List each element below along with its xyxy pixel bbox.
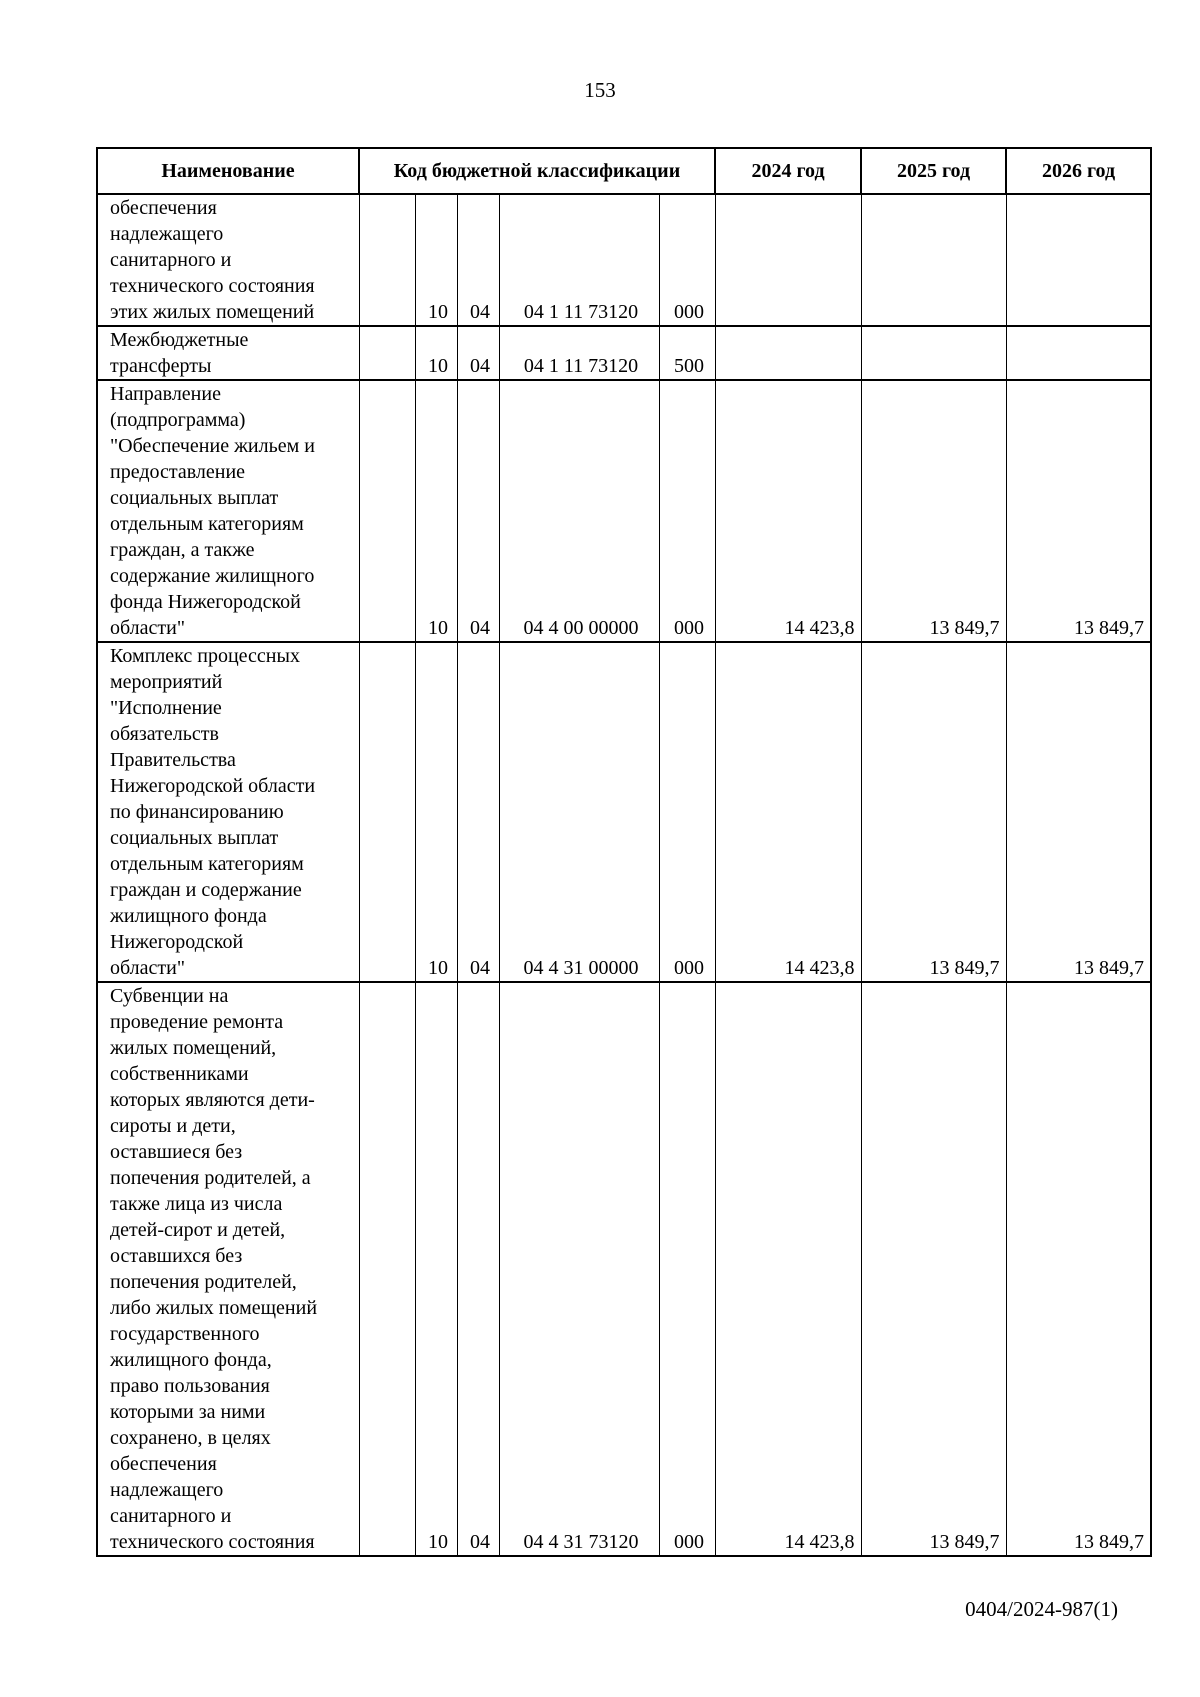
row-name: Комплекс процессных мероприятий "Исполнение обязательств Правительства Нижегородской области по финансированию социальных выплат отдельным категориям граждан и содержание жилищного фонда Нижегородской области" [110, 645, 316, 979]
row-name-cell [97, 194, 359, 326]
table-row [97, 982, 1151, 1556]
row-name: Субвенции на проведение ремонта жилых помещений, собственниками которых являются дети- сироты и дети, оставшиеся без попечения родителей, а также лица из числа детей-сирот и детей, оставшихся без попечения родителей, либо жилых помещений государственного жилищного фонда, право пользования которыми за ними сохранено, в целях обеспечения надлежащего санитарного и технического состояния [110, 985, 318, 1553]
empty-code-cell [359, 982, 415, 1556]
section-code: 10 [415, 326, 457, 380]
value-2026 [1006, 326, 1151, 380]
budget-table [96, 147, 1152, 1557]
table-row [97, 326, 1151, 380]
section-code: 10 [415, 380, 457, 642]
target-item-code: 04 1 11 73120 [499, 326, 659, 380]
value-2025: 13 849,7 [861, 642, 1006, 982]
header-budget-code: Код бюджетной классификации [359, 148, 715, 194]
row-name-cell [97, 326, 359, 380]
document-code: 0404/2024-987(1) [965, 1597, 1118, 1621]
section-code: 10 [415, 194, 457, 326]
value-2024: 14 423,8 [715, 380, 861, 642]
table-row [97, 380, 1151, 642]
header-2025: 2025 год [861, 148, 1006, 194]
table-row [97, 194, 1151, 326]
empty-code-cell [359, 326, 415, 380]
expense-type-code: 500 [659, 326, 715, 380]
subsection-code: 04 [457, 326, 499, 380]
row-name-cell [97, 982, 359, 1556]
empty-code-cell [359, 642, 415, 982]
value-2025: 13 849,7 [861, 982, 1006, 1556]
value-2024: 14 423,8 [715, 642, 861, 982]
subsection-code: 04 [457, 642, 499, 982]
header-2024: 2024 год [715, 148, 861, 194]
row-name-cell [97, 380, 359, 642]
page-number: 153 [584, 78, 616, 102]
target-item-code: 04 1 11 73120 [499, 194, 659, 326]
value-2024 [715, 326, 861, 380]
subsection-code: 04 [457, 194, 499, 326]
section-code: 10 [415, 642, 457, 982]
value-2025 [861, 194, 1006, 326]
table-row [97, 642, 1151, 982]
subsection-code: 04 [457, 982, 499, 1556]
row-name: Межбюджетные трансферты [110, 329, 249, 377]
row-name: обеспечения надлежащего санитарного и технического состояния этих жилых помещений [110, 197, 315, 323]
target-item-code: 04 4 31 00000 [499, 642, 659, 982]
target-item-code: 04 4 00 00000 [499, 380, 659, 642]
header-2026: 2026 год [1006, 148, 1151, 194]
expense-type-code: 000 [659, 194, 715, 326]
value-2024 [715, 194, 861, 326]
expense-type-code: 000 [659, 642, 715, 982]
value-2026: 13 849,7 [1006, 982, 1151, 1556]
value-2026: 13 849,7 [1006, 642, 1151, 982]
header-name: Наименование [97, 148, 359, 194]
value-2024: 14 423,8 [715, 982, 861, 1556]
subsection-code: 04 [457, 380, 499, 642]
row-name-cell [97, 642, 359, 982]
value-2026 [1006, 194, 1151, 326]
expense-type-code: 000 [659, 982, 715, 1556]
value-2026: 13 849,7 [1006, 380, 1151, 642]
empty-code-cell [359, 380, 415, 642]
target-item-code: 04 4 31 73120 [499, 982, 659, 1556]
expense-type-code: 000 [659, 380, 715, 642]
row-name: Направление (подпрограмма) "Обеспечение жильем и предоставление социальных выплат отдельным категориям граждан, а также содержание жилищного фонда Нижегородской области" [110, 383, 315, 639]
value-2025 [861, 326, 1006, 380]
empty-code-cell [359, 194, 415, 326]
section-code: 10 [415, 982, 457, 1556]
table-header-row [97, 148, 1151, 194]
value-2025: 13 849,7 [861, 380, 1006, 642]
